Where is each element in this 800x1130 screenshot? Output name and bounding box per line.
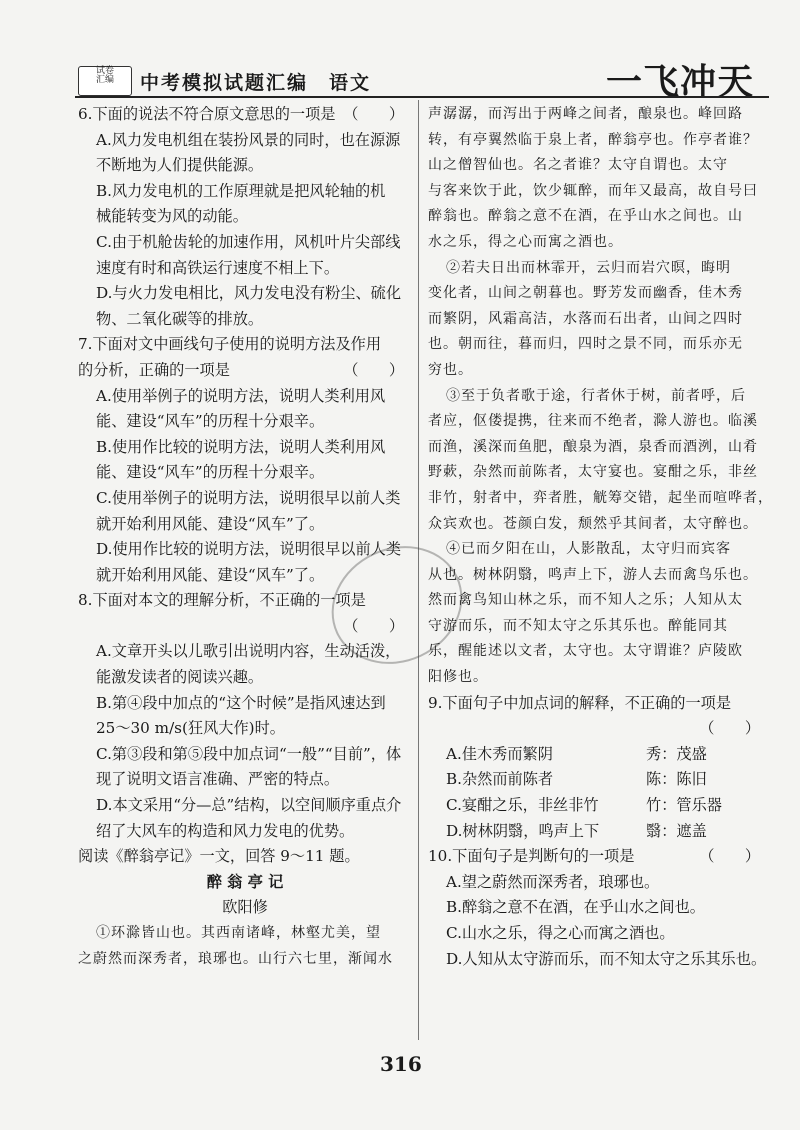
q10-option-a: A.望之蔚然而深秀者，琅琊也。: [446, 872, 660, 891]
q8-paren-line: [78, 614, 412, 640]
q6-option-a-cont: 不断地为人们提供能源。: [96, 156, 264, 175]
essay-p1-line: ①环滁皆山也。其西南诸峰，林壑尤美，望: [96, 925, 381, 941]
q6-option-d: D.与火力发电相比，风力发电没有粉尘、硫化: [96, 284, 402, 303]
essay-p1-line: 之蔚然而深秀者，琅琊也。山行六七里，渐闻水: [78, 950, 393, 967]
q7-option-d: D.使用作比较的说明方法，说明很早以前人类: [96, 540, 402, 559]
answer-paren[interactable]: （ ）: [343, 360, 404, 379]
q8-option-b-cont: 25～30 m/s(狂风大作)时。: [96, 719, 285, 738]
essay-title: 醉 翁 亭 记: [206, 872, 284, 891]
brand-logo: 一飞冲天: [606, 61, 755, 103]
essay-p3-line: 非竹，射者中，弈者胜，觥筹交错，起坐而喧哗者，: [428, 489, 773, 506]
essay-p1-line: 声潺潺，而泻出于两峰之间者，酿泉也。峰回路: [428, 106, 743, 122]
essay-p4-line: ④已而夕阳在山，人影散乱，太守归而宾客: [446, 541, 731, 558]
essay-p2-line: 穷也。: [428, 361, 473, 378]
q8-option-a-cont: 能激发读者的阅读兴趣。: [96, 668, 264, 687]
q6-option-b: B.风力发电机的工作原理就是把风轮轴的机: [96, 181, 386, 200]
q8-option-d: D.本文采用“分—总”结构，以空间顺序重点介: [96, 796, 402, 815]
q8-option-c: C.第③段和第⑤段中加点词“一般”“目前”，体: [96, 744, 402, 763]
q10-option-c: C.山水之乐，得之心而寓之酒也。: [446, 924, 675, 942]
q9-option-b: B.杂然而前陈者 陈：陈旧: [446, 770, 707, 789]
question-10-stem: 10.下面句子是判断句的一项是 （ ）: [428, 844, 772, 870]
answer-paren[interactable]: （ ）: [699, 847, 760, 866]
q7-option-b: B.使用作比较的说明方法，说明人类利用风: [96, 437, 386, 456]
book-icon: [78, 66, 132, 96]
essay-author: 欧阳修: [222, 898, 268, 917]
essay-p4-line: 阳修也。: [428, 669, 488, 686]
q8-option-c-cont: 现了说明文语言准确、严密的特点。: [96, 770, 339, 789]
q8-option-a: A.文章开头以儿歌引出说明内容，生动活泼，: [96, 642, 401, 661]
essay-p3-line: 众宾欢也。苍颜白发，颓然乎其间者，太守醉也。: [428, 515, 758, 532]
q6-option-b-cont: 械能转变为风的动能。: [96, 207, 248, 226]
question-9-stem: 9.下面句子中加点词的解释，不正确的一项是: [428, 693, 732, 712]
book-icon-text-bottom: 汇编: [95, 75, 114, 85]
essay-p4-line: 守游而乐，而不知太守之乐其乐也。醉能同其: [428, 617, 728, 634]
essay-p2-line: 也。朝而往，暮而归，四时之景不同，而乐亦无: [428, 336, 743, 353]
essay-p4-line: 从也。树林阴翳，鸣声上下，游人去而禽鸟乐也。: [428, 566, 758, 583]
answer-paren[interactable]: （ ）: [343, 105, 404, 123]
question-7-stem: 7.下面对文中画线句子使用的说明方法及作用: [78, 335, 382, 354]
answer-paren[interactable]: （ ）: [343, 616, 404, 635]
q10-option-d: D.人知从太守游而乐，而不知太守之乐其乐也。: [446, 949, 767, 968]
page-number: 316: [380, 1052, 422, 1076]
q9-option-d: D.树林阴翳，鸣声上下 翳：遮盖: [446, 821, 707, 840]
header-title: 中考模拟试题汇编 语文: [140, 72, 372, 94]
q7-option-c-cont: 就开始利用风能、建设“风车”了。: [96, 514, 325, 533]
q8-option-d-cont: 绍了大风车的构造和风力发电的优势。: [96, 821, 355, 840]
book-icon-text-top: 试卷: [95, 66, 114, 76]
q9-option-c: C.宴酣之乐，非丝非竹 竹：管乐器: [446, 796, 722, 815]
right-column: [428, 102, 772, 972]
essay-p1-line: 水之乐，得之心而寓之酒也。: [428, 233, 623, 250]
essay-p3-line: 野蔌，杂然而前陈者，太守宴也。宴酣之乐，非丝: [428, 464, 758, 481]
q7-option-d-cont: 就开始利用风能、建设“风车”了。: [96, 565, 325, 584]
q6-option-d-cont: 物、二氧化碳等的排放。: [96, 309, 264, 328]
q9-option-a: A.佳木秀而繁阴 秀：茂盛: [446, 744, 707, 763]
essay-p4-line: 然而禽鸟知山林之乐，而不知人之乐；人知从太: [428, 592, 743, 609]
answer-paren[interactable]: （ ）: [699, 719, 760, 738]
essay-p1-line: 与客来饮于此，饮少辄醉，而年又最高，故自号曰: [428, 182, 758, 199]
q6-option-c-cont: 速度有时和高铁运行速度不相上下。: [96, 258, 339, 277]
essay-p2-line: ②若夫日出而林霏开，云归而岩穴暝，晦明: [446, 259, 731, 276]
essay-p1-line: 转，有亭翼然临于泉上者，醉翁亭也。作亭者谁？: [428, 131, 758, 148]
header-rule: [75, 96, 769, 98]
q9-paren-line: [428, 716, 772, 742]
essay-p4-line: 乐，醒能述以文者，太守也。太守谓谁？庐陵欧: [428, 643, 743, 660]
essay-p3-line: 而渔，溪深而鱼肥，酿泉为酒，泉香而酒洌，山肴: [428, 438, 758, 455]
q7-option-b-cont: 能、建设“风车”的历程十分艰辛。: [96, 463, 325, 482]
q7-option-a-cont: 能、建设“风车”的历程十分艰辛。: [96, 412, 325, 431]
q6-option-c: C.由于机舱齿轮的加速作用，风机叶片尖部线: [96, 232, 401, 251]
question-6-stem: 6.下面的说法不符合原文意思的一项是 （ ）: [78, 102, 412, 128]
question-8-stem: 8.下面对本文的理解分析，不正确的一项是: [78, 591, 366, 610]
essay-p1-line: 醉翁也。醉翁之意不在酒，在乎山水之间也。山: [428, 208, 743, 225]
reading-intro: 阅读《醉翁亭记》一文，回答 9～11 题。: [78, 847, 360, 866]
q6-option-a: A.风力发电机组在装扮风景的同时，也在源源: [96, 130, 401, 149]
left-column: [78, 102, 412, 972]
q8-option-b: B.第④段中加点的“这个时候”是指风速达到: [96, 693, 386, 712]
essay-p3-line: ③至于负者歌于途，行者休于树，前者呼，后: [446, 387, 746, 404]
q7-option-c: C.使用举例子的说明方法，说明很早以前人类: [96, 488, 401, 507]
q10-option-b: B.醉翁之意不在酒，在乎山水之间也。: [446, 898, 705, 917]
essay-p1-line: 山之僧智仙也。名之者谁？太守自谓也。太守: [428, 157, 728, 174]
essay-p2-line: 而繁阴，风霜高洁，水落而石出者，山间之四时: [428, 310, 743, 327]
essay-p2-line: 变化者，山间之朝暮也。野芳发而幽香，佳木秀: [428, 285, 743, 302]
q7-option-a: A.使用举例子的说明方法，说明人类利用风: [96, 386, 386, 405]
question-7-stem-cont: 的分析，正确的一项是 （ ）: [78, 358, 412, 384]
essay-p3-line: 者应，伛偻提携，往来而不绝者，滁人游也。临溪: [428, 413, 758, 430]
